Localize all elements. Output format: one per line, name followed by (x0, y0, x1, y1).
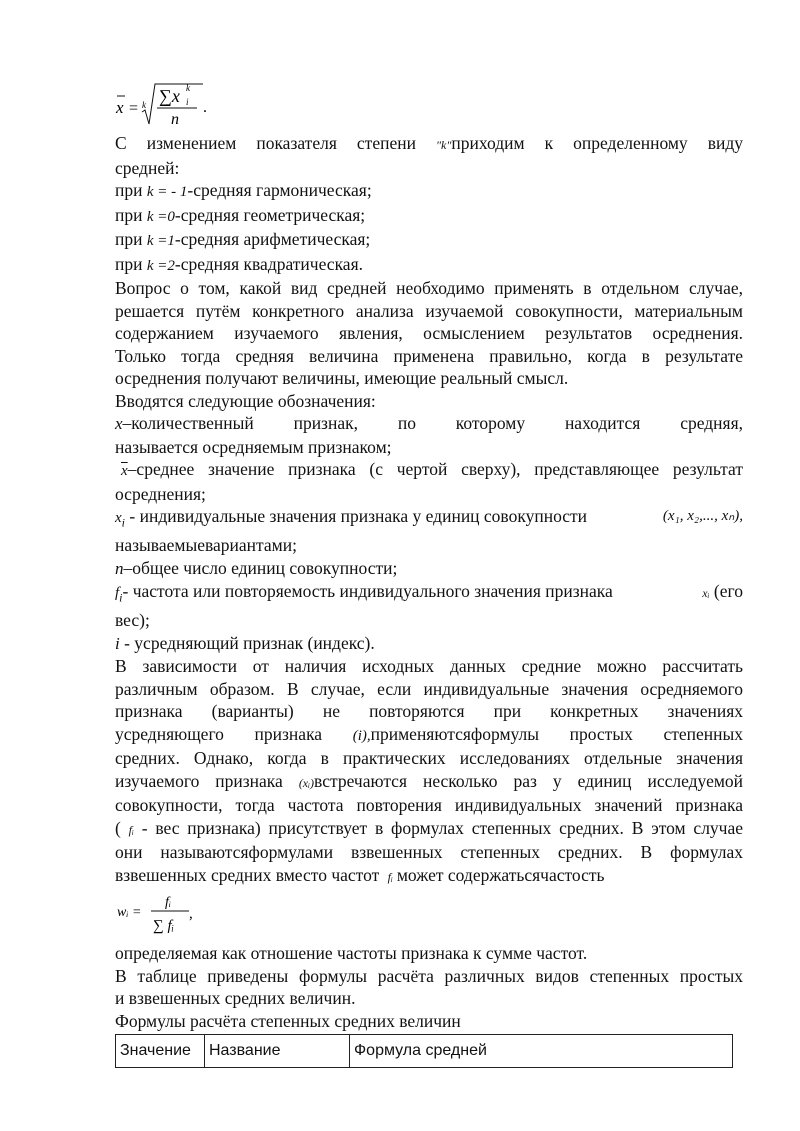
table-intro-line-2: и взвешенных средних величин. (115, 988, 356, 1008)
case-symbol: k =2 (146, 257, 175, 274)
paragraph1-line-5: осреднения получают величины, имеющие реальный смысл. (115, 368, 569, 388)
denominator-n: n (171, 111, 179, 128)
table-header-row (116, 1035, 733, 1068)
w-comma: , (189, 906, 193, 922)
case-symbol: k =0 (146, 208, 175, 225)
paragraph2-line-7: совокупности, тогда частота повторения индивидуальных значений признака (115, 795, 743, 815)
p2-l10-b: может содержатьсячастость (396, 864, 605, 885)
xi-tuple: (x₁, x₂,..., xₙ), (662, 508, 743, 524)
notation-x-line-1 (115, 412, 743, 436)
xi-desc: - индивидуальные значения признака у единиц совокупности (129, 506, 588, 526)
x-symbol: x (115, 414, 123, 433)
case-post: -средняя геометрическая; (174, 204, 366, 225)
p2-l4-b: применяютсяформулы простых степенных (370, 723, 744, 744)
f-xi-symbol: xᵢ (702, 586, 710, 600)
xbar-symbol: x (116, 98, 124, 117)
paragraph2-line-1: В зависимости от наличия исходных данных средние можно рассчитать (115, 656, 743, 676)
p2-l6-symbol: (xᵢ) (298, 775, 315, 790)
paragraph2-line-8 (115, 817, 743, 842)
case-symbol: k =1 (146, 233, 175, 249)
p2-l6-a: изучаемого признака (115, 770, 283, 791)
xi-symbol: x (115, 510, 122, 526)
xbar-desc: –среднее значение признака (с чертой сверху), представляющее результат (127, 459, 743, 479)
paragraph2-line-4 (115, 723, 743, 748)
relative-frequency-formula (115, 888, 743, 936)
paragraph2-line-2: различным образом. В случае, если индивидуальные значения осредняемого (115, 678, 743, 699)
w-denominator: ∑ fᵢ (153, 918, 174, 934)
p2-l8-b: - вес признака) присутствует в формулах степенных средних. В этом случае (141, 817, 744, 838)
w-numerator: fᵢ (165, 895, 172, 910)
table-intro-line-1: В таблице приведены формулы расчёта различных видов степенных простых (115, 965, 743, 986)
header-value: Значение (116, 1035, 205, 1068)
case-harmonic (115, 179, 743, 204)
intro-line-2: средней: (115, 157, 180, 178)
sup-k: k (186, 83, 190, 93)
intro-line-1 (115, 132, 743, 157)
p2-l4-a: усредняющего признака (115, 723, 323, 744)
n-desc: –общее число единиц совокупности; (123, 557, 398, 578)
means-table (115, 1034, 733, 1068)
f-desc: - частота или повторяемость индивидуального значения признака (122, 581, 613, 601)
case-post: -средняя квадратическая. (174, 253, 363, 274)
x-desc: –количественный признак, по которому находится средняя, (122, 413, 743, 433)
notation-xi-line-1 (115, 505, 743, 534)
sub-i: i (186, 97, 189, 107)
p2-l10-symbol: fᵢ (387, 869, 393, 884)
notation-xbar-line-1 (115, 458, 743, 483)
sum-numerator: ∑x (159, 86, 180, 106)
p2-l4-symbol: (i), (352, 727, 371, 744)
case-pre: при (115, 204, 143, 225)
intro-text-b: приходим к определенному виду (451, 133, 744, 153)
w-lhs: wᵢ = (117, 905, 142, 920)
intro-text-a: С изменением показателя степени (115, 133, 416, 153)
root-index: k (142, 100, 146, 110)
notation-intro: Вводятся следующие обозначения: (115, 390, 376, 411)
case-pre: при (115, 253, 143, 274)
notation-xi-line-2: называемыевариантами; (115, 535, 297, 555)
case-quadratic (115, 253, 743, 278)
paragraph2-line-5: средних. Однако, когда в практических исследованиях отдельные значения (115, 748, 743, 768)
notation-x-line-2: называется осредняемым признаком; (115, 436, 392, 457)
case-symbol: k = - 1 (146, 184, 188, 200)
header-formula: Формула средней (350, 1035, 733, 1068)
notation-n-line (115, 557, 743, 581)
notation-f-line-1 (115, 580, 743, 609)
paragraph2-line-10 (115, 864, 743, 889)
paragraph2-line-3: признака (варианты) не повторяются при конкретных значениях (115, 701, 743, 721)
relative-frequency-svg (115, 888, 225, 936)
paragraph1-line-3: содержанием изучаемого явления, осмыслением результатов осреднения. (115, 323, 743, 343)
paragraph2-line-6 (115, 770, 743, 795)
after-w-line: определяемая как отношение частоты признака к сумме частот. (115, 943, 588, 963)
paragraph1-line-4: Только тогда средняя величина применена правильно, когда в результате (115, 345, 743, 366)
notation-f-line-2: вес); (115, 610, 150, 630)
equals-sign: = (129, 100, 139, 117)
n-symbol: n (115, 558, 124, 578)
document-page (115, 80, 743, 1068)
paragraph1-line-1: Вопрос о том, какой вид средней необходимо применять в отдельном случае, (115, 278, 743, 298)
i-desc: - усредняющий признак (индекс). (124, 632, 375, 653)
case-post: -средняя гармоническая; (187, 180, 372, 200)
notation-i-line (115, 632, 743, 656)
case-geometric (115, 204, 743, 229)
power-mean-formula-svg (115, 80, 235, 132)
xbar-symbol: $\overline{x}$ (121, 463, 128, 479)
p2-l8-symbol: fᵢ (128, 822, 134, 837)
f-desc-b: (его (713, 581, 743, 601)
case-pre: при (115, 180, 143, 200)
case-arithmetic (115, 228, 743, 253)
notation-xbar-line-2: осреднения; (115, 483, 206, 504)
paragraph1-line-2: решается путём конкретного анализа изучаемой совокупности, материальным (115, 300, 743, 321)
power-mean-formula (115, 80, 743, 132)
paragraph2-line-9: они называютсяформулами взвешенных степенных средних. В формулах (115, 842, 743, 862)
case-post: -средняя арифметическая; (174, 229, 371, 249)
case-pre: при (115, 229, 143, 249)
table-caption: Формулы расчёта степенных средних величин (115, 1010, 461, 1031)
i-symbol: i (115, 633, 120, 653)
k-quoted: "k" (436, 138, 452, 152)
p2-l8-a: ( (115, 817, 121, 838)
f-symbol: f (115, 585, 120, 601)
p2-l6-b: встречаются несколько раз у единиц исследуемой (314, 770, 744, 791)
p2-l10-a: взвешенных средних вместо частот (115, 864, 380, 885)
xi-subscript: i (121, 515, 126, 530)
header-name: Название (205, 1035, 350, 1068)
formula-period: . (203, 99, 207, 116)
f-subscript: i (119, 590, 123, 605)
